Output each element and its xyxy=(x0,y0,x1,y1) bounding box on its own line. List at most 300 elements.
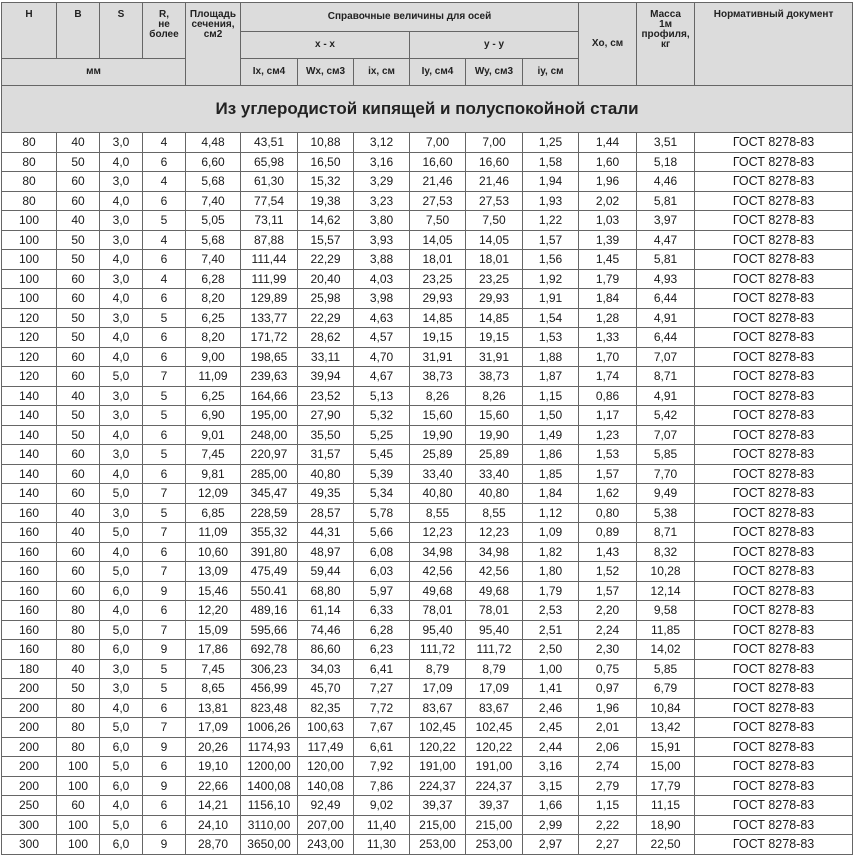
cell-wy: 31,91 xyxy=(466,347,523,367)
cell-iy-moment: 111,72 xyxy=(410,640,466,660)
cell-xo: 2,27 xyxy=(579,835,637,855)
cell-mass: 13,42 xyxy=(637,718,695,738)
cell-iy-moment: 8,55 xyxy=(410,503,466,523)
cell-iy-radius: 1,85 xyxy=(523,464,579,484)
cell-document: ГОСТ 8278-83 xyxy=(695,776,853,796)
cell-iy-moment: 7,00 xyxy=(410,133,466,153)
cell-ix-moment: 87,88 xyxy=(241,230,298,250)
cell-wx: 45,70 xyxy=(298,679,354,699)
cell-area: 7,45 xyxy=(186,659,241,679)
cell-iy-moment: 27,53 xyxy=(410,191,466,211)
cell-document: ГОСТ 8278-83 xyxy=(695,815,853,835)
cell-iy-moment: 39,37 xyxy=(410,796,466,816)
cell-wx: 100,63 xyxy=(298,718,354,738)
cell-iy-radius: 2,53 xyxy=(523,601,579,621)
cell-ix-moment: 111,99 xyxy=(241,269,298,289)
cell-iy-radius: 2,44 xyxy=(523,737,579,757)
cell-h: 120 xyxy=(2,328,57,348)
cell-wx: 243,00 xyxy=(298,835,354,855)
cell-wy: 40,80 xyxy=(466,484,523,504)
cell-s: 4,0 xyxy=(100,601,143,621)
cell-wx: 86,60 xyxy=(298,640,354,660)
table-row xyxy=(2,601,853,621)
cell-r: 9 xyxy=(143,835,186,855)
cell-wy: 111,72 xyxy=(466,640,523,660)
cell-wy: 17,09 xyxy=(466,679,523,699)
cell-xo: 1,44 xyxy=(579,133,637,153)
table-row xyxy=(2,269,853,289)
table-row xyxy=(2,328,853,348)
cell-wy: 8,26 xyxy=(466,386,523,406)
cell-xo: 0,75 xyxy=(579,659,637,679)
cell-document: ГОСТ 8278-83 xyxy=(695,386,853,406)
cell-r: 5 xyxy=(143,211,186,231)
table-row xyxy=(2,503,853,523)
cell-xo: 1,60 xyxy=(579,152,637,172)
cell-h: 140 xyxy=(2,445,57,465)
cell-ix-radius: 5,13 xyxy=(354,386,410,406)
cell-s: 4,0 xyxy=(100,152,143,172)
cell-r: 4 xyxy=(143,230,186,250)
cell-xo: 1,17 xyxy=(579,406,637,426)
cell-b: 50 xyxy=(57,328,100,348)
cell-document: ГОСТ 8278-83 xyxy=(695,835,853,855)
cell-r: 6 xyxy=(143,796,186,816)
table-row xyxy=(2,289,853,309)
cell-ix-radius: 3,16 xyxy=(354,152,410,172)
cell-b: 50 xyxy=(57,679,100,699)
cell-area: 6,25 xyxy=(186,386,241,406)
cell-xo: 1,79 xyxy=(579,269,637,289)
cell-s: 4,0 xyxy=(100,328,143,348)
cell-ix-moment: 285,00 xyxy=(241,464,298,484)
table-row xyxy=(2,581,853,601)
cell-iy-radius: 1,94 xyxy=(523,172,579,192)
cell-document: ГОСТ 8278-83 xyxy=(695,230,853,250)
cell-area: 4,48 xyxy=(186,133,241,153)
cell-wy: 15,60 xyxy=(466,406,523,426)
cell-mass: 4,91 xyxy=(637,308,695,328)
cell-iy-moment: 215,00 xyxy=(410,815,466,835)
cell-h: 140 xyxy=(2,464,57,484)
cell-mass: 10,28 xyxy=(637,562,695,582)
cell-h: 200 xyxy=(2,776,57,796)
cell-document: ГОСТ 8278-83 xyxy=(695,659,853,679)
cell-wx: 44,31 xyxy=(298,523,354,543)
cell-h: 100 xyxy=(2,230,57,250)
table-row xyxy=(2,776,853,796)
cell-ix-moment: 77,54 xyxy=(241,191,298,211)
cell-wx: 74,46 xyxy=(298,620,354,640)
cell-iy-radius: 1,09 xyxy=(523,523,579,543)
cell-h: 160 xyxy=(2,640,57,660)
cell-ix-moment: 171,72 xyxy=(241,328,298,348)
cell-b: 60 xyxy=(57,484,100,504)
cell-wx: 140,08 xyxy=(298,776,354,796)
cell-b: 60 xyxy=(57,269,100,289)
cell-xo: 1,39 xyxy=(579,230,637,250)
cell-r: 7 xyxy=(143,562,186,582)
cell-ix-radius: 6,08 xyxy=(354,542,410,562)
cell-xo: 1,03 xyxy=(579,211,637,231)
cell-area: 8,20 xyxy=(186,289,241,309)
cell-b: 50 xyxy=(57,308,100,328)
cell-xo: 1,96 xyxy=(579,698,637,718)
cell-iy-radius: 1,84 xyxy=(523,484,579,504)
cell-area: 6,25 xyxy=(186,308,241,328)
cell-wx: 28,62 xyxy=(298,328,354,348)
cell-iy-moment: 7,50 xyxy=(410,211,466,231)
cell-s: 3,0 xyxy=(100,211,143,231)
cell-xo: 1,53 xyxy=(579,445,637,465)
cell-area: 9,01 xyxy=(186,425,241,445)
cell-mass: 7,70 xyxy=(637,464,695,484)
cell-mass: 3,51 xyxy=(637,133,695,153)
cell-area: 6,85 xyxy=(186,503,241,523)
cell-wx: 39,94 xyxy=(298,367,354,387)
header-iy-radius: iy, см xyxy=(523,59,579,86)
cell-iy-radius: 1,80 xyxy=(523,562,579,582)
cell-document: ГОСТ 8278-83 xyxy=(695,367,853,387)
cell-mass: 4,91 xyxy=(637,386,695,406)
cell-wx: 15,57 xyxy=(298,230,354,250)
cell-h: 200 xyxy=(2,757,57,777)
cell-mass: 9,58 xyxy=(637,601,695,621)
cell-iy-moment: 49,68 xyxy=(410,581,466,601)
cell-iy-radius: 1,49 xyxy=(523,425,579,445)
cell-s: 3,0 xyxy=(100,308,143,328)
cell-area: 9,81 xyxy=(186,464,241,484)
cell-wy: 34,98 xyxy=(466,542,523,562)
header-unit-mm: мм xyxy=(2,59,186,86)
cell-s: 3,0 xyxy=(100,503,143,523)
table-row xyxy=(2,464,853,484)
table-row xyxy=(2,445,853,465)
cell-wx: 207,00 xyxy=(298,815,354,835)
cell-wx: 31,57 xyxy=(298,445,354,465)
cell-iy-radius: 1,57 xyxy=(523,230,579,250)
cell-ix-moment: 489,16 xyxy=(241,601,298,621)
cell-area: 8,65 xyxy=(186,679,241,699)
cell-document: ГОСТ 8278-83 xyxy=(695,406,853,426)
cell-b: 50 xyxy=(57,250,100,270)
table-row xyxy=(2,815,853,835)
table-row xyxy=(2,308,853,328)
cell-h: 160 xyxy=(2,562,57,582)
cell-iy-radius: 1,87 xyxy=(523,367,579,387)
cell-area: 11,09 xyxy=(186,367,241,387)
cell-wy: 12,23 xyxy=(466,523,523,543)
cell-ix-radius: 5,34 xyxy=(354,484,410,504)
cell-mass: 15,00 xyxy=(637,757,695,777)
table-row xyxy=(2,640,853,660)
cell-document: ГОСТ 8278-83 xyxy=(695,269,853,289)
cell-b: 60 xyxy=(57,289,100,309)
cell-document: ГОСТ 8278-83 xyxy=(695,581,853,601)
cell-ix-moment: 73,11 xyxy=(241,211,298,231)
cell-document: ГОСТ 8278-83 xyxy=(695,757,853,777)
cell-s: 5,0 xyxy=(100,523,143,543)
cell-iy-moment: 15,60 xyxy=(410,406,466,426)
cell-b: 80 xyxy=(57,698,100,718)
cell-document: ГОСТ 8278-83 xyxy=(695,698,853,718)
cell-wx: 19,38 xyxy=(298,191,354,211)
cell-ix-radius: 3,29 xyxy=(354,172,410,192)
cell-document: ГОСТ 8278-83 xyxy=(695,152,853,172)
cell-r: 4 xyxy=(143,172,186,192)
cell-ix-moment: 595,66 xyxy=(241,620,298,640)
cell-area: 5,05 xyxy=(186,211,241,231)
cell-xo: 0,80 xyxy=(579,503,637,523)
cell-ix-radius: 3,93 xyxy=(354,230,410,250)
cell-s: 6,0 xyxy=(100,835,143,855)
cell-h: 180 xyxy=(2,659,57,679)
cell-iy-radius: 1,53 xyxy=(523,328,579,348)
cell-b: 60 xyxy=(57,445,100,465)
cell-wy: 38,73 xyxy=(466,367,523,387)
cell-wy: 8,55 xyxy=(466,503,523,523)
cell-xo: 0,89 xyxy=(579,523,637,543)
cell-s: 6,0 xyxy=(100,581,143,601)
cell-b: 60 xyxy=(57,464,100,484)
cell-ix-moment: 43,51 xyxy=(241,133,298,153)
cell-document: ГОСТ 8278-83 xyxy=(695,679,853,699)
cell-ix-radius: 7,72 xyxy=(354,698,410,718)
cell-s: 3,0 xyxy=(100,269,143,289)
table-row xyxy=(2,425,853,445)
table-row xyxy=(2,172,853,192)
cell-b: 50 xyxy=(57,152,100,172)
cell-r: 6 xyxy=(143,152,186,172)
table-row xyxy=(2,679,853,699)
cell-b: 40 xyxy=(57,211,100,231)
cell-wy: 19,15 xyxy=(466,328,523,348)
cell-area: 20,26 xyxy=(186,737,241,757)
cell-r: 5 xyxy=(143,386,186,406)
cell-area: 11,09 xyxy=(186,523,241,543)
cell-h: 160 xyxy=(2,581,57,601)
cell-ix-moment: 3650,00 xyxy=(241,835,298,855)
cell-wx: 23,52 xyxy=(298,386,354,406)
cell-mass: 5,42 xyxy=(637,406,695,426)
cell-area: 13,81 xyxy=(186,698,241,718)
cell-wx: 33,11 xyxy=(298,347,354,367)
cell-mass: 18,90 xyxy=(637,815,695,835)
cell-wy: 78,01 xyxy=(466,601,523,621)
cell-s: 3,0 xyxy=(100,445,143,465)
cell-xo: 2,79 xyxy=(579,776,637,796)
cell-ix-moment: 3110,00 xyxy=(241,815,298,835)
cell-h: 160 xyxy=(2,523,57,543)
table-row xyxy=(2,152,853,172)
cell-document: ГОСТ 8278-83 xyxy=(695,601,853,621)
cell-s: 3,0 xyxy=(100,386,143,406)
cell-iy-moment: 8,26 xyxy=(410,386,466,406)
cell-r: 7 xyxy=(143,484,186,504)
cell-ix-radius: 7,27 xyxy=(354,679,410,699)
cell-r: 7 xyxy=(143,523,186,543)
cell-wy: 19,90 xyxy=(466,425,523,445)
cell-b: 80 xyxy=(57,718,100,738)
cell-iy-moment: 25,89 xyxy=(410,445,466,465)
cell-xo: 0,97 xyxy=(579,679,637,699)
cell-area: 19,10 xyxy=(186,757,241,777)
header-ix-moment: Ix, см4 xyxy=(241,59,298,86)
cell-wy: 42,56 xyxy=(466,562,523,582)
table-row xyxy=(2,250,853,270)
cell-ix-radius: 4,03 xyxy=(354,269,410,289)
cell-ix-moment: 1156,10 xyxy=(241,796,298,816)
cell-mass: 5,85 xyxy=(637,659,695,679)
cell-r: 6 xyxy=(143,250,186,270)
cell-b: 40 xyxy=(57,503,100,523)
header-mass: Масса 1м профиля, кг xyxy=(637,3,695,86)
header-axis-yy: y - y xyxy=(410,32,579,59)
cell-mass: 3,97 xyxy=(637,211,695,231)
cell-ix-moment: 306,23 xyxy=(241,659,298,679)
cell-mass: 8,71 xyxy=(637,367,695,387)
cell-iy-radius: 1,79 xyxy=(523,581,579,601)
cell-wx: 61,14 xyxy=(298,601,354,621)
cell-wy: 21,46 xyxy=(466,172,523,192)
cell-area: 12,20 xyxy=(186,601,241,621)
cell-document: ГОСТ 8278-83 xyxy=(695,464,853,484)
cell-iy-moment: 16,60 xyxy=(410,152,466,172)
cell-document: ГОСТ 8278-83 xyxy=(695,250,853,270)
table-row xyxy=(2,484,853,504)
cell-document: ГОСТ 8278-83 xyxy=(695,737,853,757)
cell-wx: 25,98 xyxy=(298,289,354,309)
cell-wx: 117,49 xyxy=(298,737,354,757)
cell-document: ГОСТ 8278-83 xyxy=(695,211,853,231)
cell-xo: 1,96 xyxy=(579,172,637,192)
table-row xyxy=(2,698,853,718)
cell-b: 100 xyxy=(57,835,100,855)
cell-ix-moment: 220,97 xyxy=(241,445,298,465)
cell-document: ГОСТ 8278-83 xyxy=(695,308,853,328)
cell-document: ГОСТ 8278-83 xyxy=(695,289,853,309)
cell-iy-radius: 3,16 xyxy=(523,757,579,777)
header-h: H xyxy=(2,3,57,59)
cell-h: 80 xyxy=(2,152,57,172)
cell-xo: 1,15 xyxy=(579,796,637,816)
cell-ix-radius: 9,02 xyxy=(354,796,410,816)
cell-r: 5 xyxy=(143,406,186,426)
cell-area: 5,68 xyxy=(186,230,241,250)
cell-wx: 34,03 xyxy=(298,659,354,679)
cell-ix-moment: 1200,00 xyxy=(241,757,298,777)
cell-wy: 25,89 xyxy=(466,445,523,465)
cell-mass: 9,49 xyxy=(637,484,695,504)
cell-iy-moment: 19,90 xyxy=(410,425,466,445)
cell-h: 80 xyxy=(2,191,57,211)
cell-h: 160 xyxy=(2,601,57,621)
cell-h: 140 xyxy=(2,484,57,504)
cell-ix-moment: 1174,93 xyxy=(241,737,298,757)
cell-wx: 59,44 xyxy=(298,562,354,582)
cell-area: 13,09 xyxy=(186,562,241,582)
cell-b: 60 xyxy=(57,581,100,601)
cell-s: 4,0 xyxy=(100,796,143,816)
cell-r: 6 xyxy=(143,425,186,445)
cell-b: 60 xyxy=(57,542,100,562)
section-title: Из углеродистой кипящей и полуспокойной стали xyxy=(2,86,853,133)
cell-document: ГОСТ 8278-83 xyxy=(695,620,853,640)
table-header xyxy=(2,3,853,86)
cell-ix-radius: 6,33 xyxy=(354,601,410,621)
cell-ix-radius: 4,67 xyxy=(354,367,410,387)
cell-s: 3,0 xyxy=(100,406,143,426)
cell-b: 50 xyxy=(57,406,100,426)
cell-mass: 10,84 xyxy=(637,698,695,718)
cell-area: 5,68 xyxy=(186,172,241,192)
cell-iy-moment: 120,22 xyxy=(410,737,466,757)
cell-wx: 10,88 xyxy=(298,133,354,153)
header-wy: Wy, см3 xyxy=(466,59,523,86)
cell-area: 7,40 xyxy=(186,191,241,211)
cell-iy-radius: 1,82 xyxy=(523,542,579,562)
cell-ix-radius: 3,23 xyxy=(354,191,410,211)
cell-ix-radius: 7,92 xyxy=(354,757,410,777)
cell-iy-moment: 34,98 xyxy=(410,542,466,562)
cell-ix-moment: 195,00 xyxy=(241,406,298,426)
cell-iy-moment: 14,85 xyxy=(410,308,466,328)
cell-mass: 8,71 xyxy=(637,523,695,543)
cell-iy-moment: 224,37 xyxy=(410,776,466,796)
cell-wx: 16,50 xyxy=(298,152,354,172)
cell-h: 160 xyxy=(2,620,57,640)
cell-document: ГОСТ 8278-83 xyxy=(695,191,853,211)
cell-wy: 102,45 xyxy=(466,718,523,738)
cell-r: 4 xyxy=(143,133,186,153)
header-s: S xyxy=(100,3,143,59)
cell-xo: 2,02 xyxy=(579,191,637,211)
cell-s: 5,0 xyxy=(100,718,143,738)
table-row xyxy=(2,191,853,211)
cell-iy-radius: 1,86 xyxy=(523,445,579,465)
cell-mass: 11,15 xyxy=(637,796,695,816)
cell-s: 4,0 xyxy=(100,698,143,718)
cell-mass: 17,79 xyxy=(637,776,695,796)
header-wx: Wx, см3 xyxy=(298,59,354,86)
cell-xo: 1,57 xyxy=(579,581,637,601)
cell-area: 17,86 xyxy=(186,640,241,660)
cell-h: 300 xyxy=(2,835,57,855)
cell-wy: 120,22 xyxy=(466,737,523,757)
cell-mass: 5,18 xyxy=(637,152,695,172)
cell-b: 100 xyxy=(57,776,100,796)
cell-ix-radius: 4,57 xyxy=(354,328,410,348)
cell-ix-moment: 1006,26 xyxy=(241,718,298,738)
cell-iy-radius: 1,50 xyxy=(523,406,579,426)
cell-ix-radius: 6,61 xyxy=(354,737,410,757)
cell-ix-moment: 345,47 xyxy=(241,484,298,504)
cell-b: 80 xyxy=(57,737,100,757)
cell-r: 6 xyxy=(143,601,186,621)
cell-s: 3,0 xyxy=(100,133,143,153)
cell-xo: 2,20 xyxy=(579,601,637,621)
cell-r: 6 xyxy=(143,347,186,367)
table-row xyxy=(2,737,853,757)
cell-b: 60 xyxy=(57,191,100,211)
cell-area: 12,09 xyxy=(186,484,241,504)
cell-b: 80 xyxy=(57,620,100,640)
cell-ix-moment: 164,66 xyxy=(241,386,298,406)
cell-iy-moment: 8,79 xyxy=(410,659,466,679)
cell-ix-radius: 3,12 xyxy=(354,133,410,153)
cell-document: ГОСТ 8278-83 xyxy=(695,425,853,445)
cell-s: 4,0 xyxy=(100,191,143,211)
